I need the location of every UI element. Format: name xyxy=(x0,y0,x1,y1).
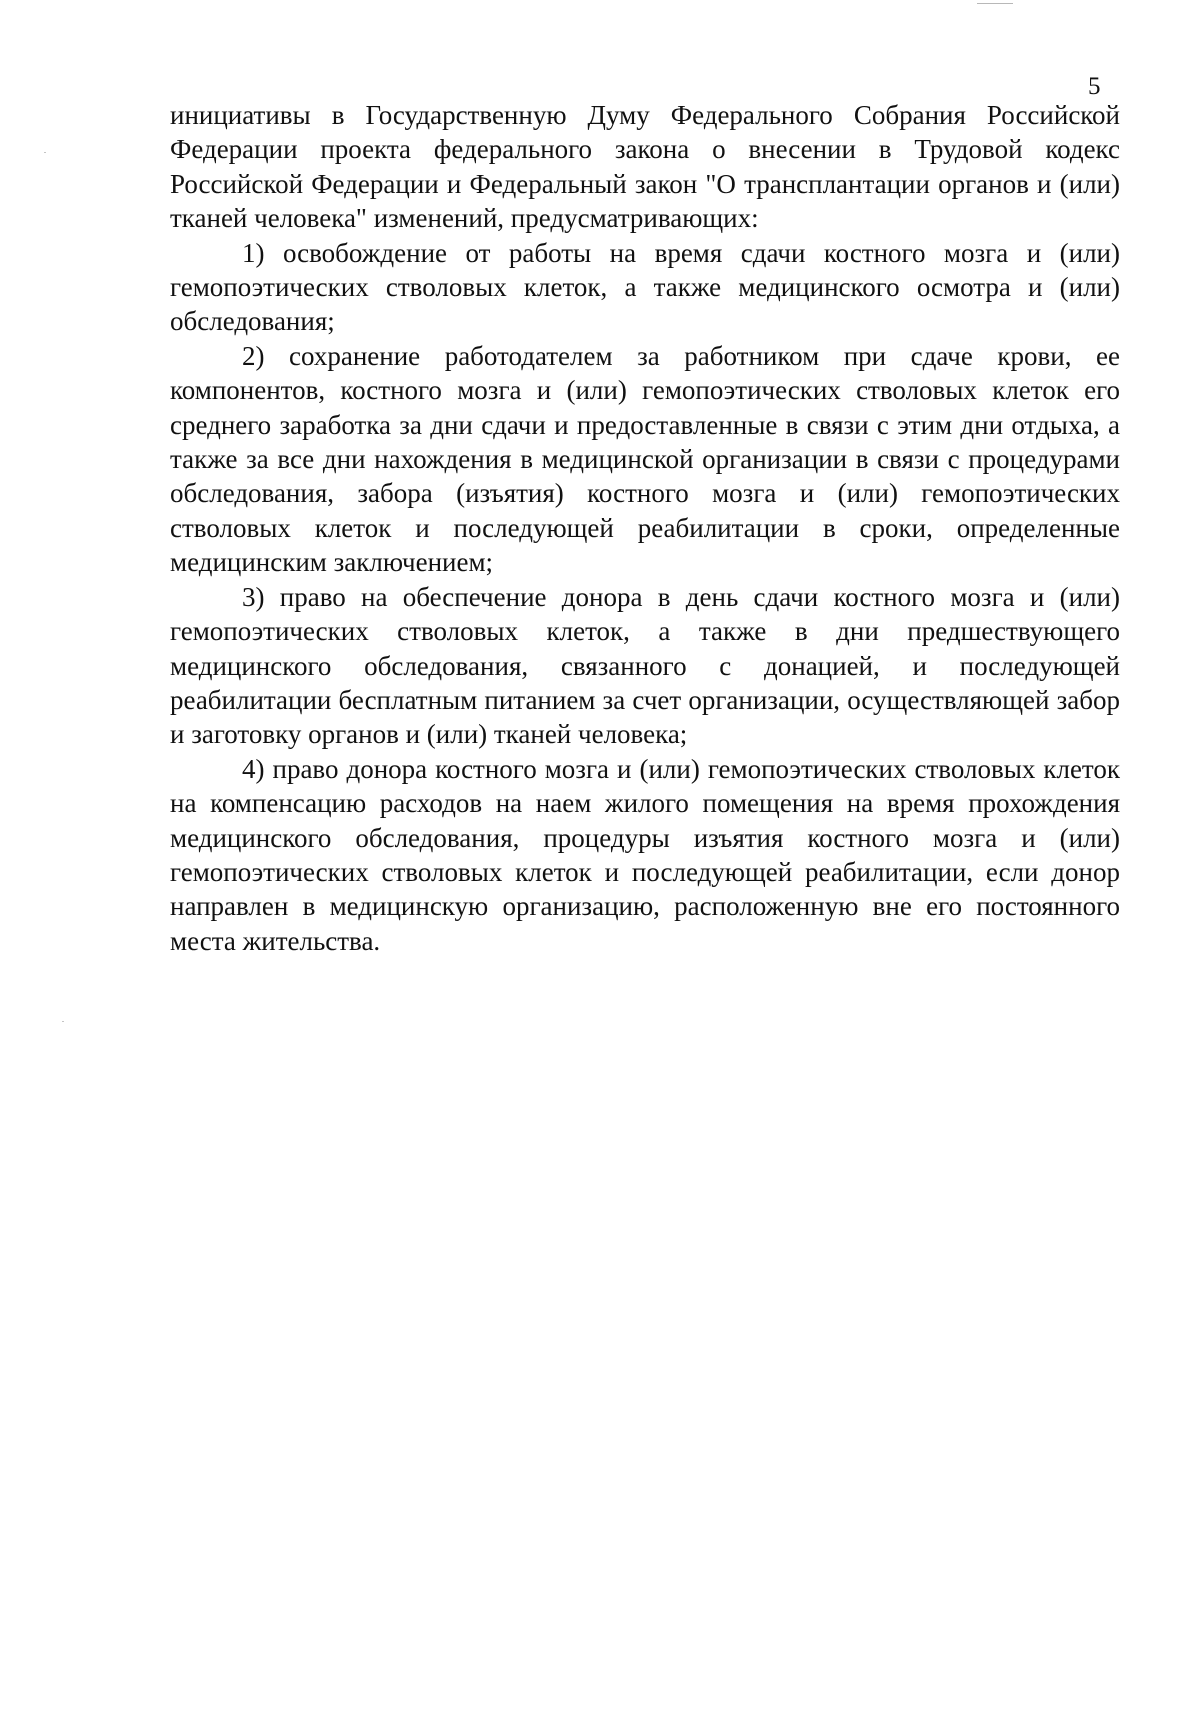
paragraph-intro: инициативы в Государственную Думу Федерального Собрания Российской Федерации проекта федерального закона о внесении в Трудовой кодекс Российской Федерации и Федеральный закон "О трансплантации органов и (или) тканей человека" изменений, предусматривающих: xyxy=(170,100,1120,234)
scan-artifact xyxy=(44,152,46,153)
scan-artifact xyxy=(977,3,1013,4)
scan-artifact xyxy=(62,1021,64,1022)
list-item-3: 3) право на обеспечение донора в день сдачи костного мозга и (или) гемопоэтических стволовых клеток, а также в дни предшествующего медицинского обследования, связанного с донацией, и последующей реабилитации бесплатным питанием за счет организации, осуществляющей забор и заготовку органов и (или) тканей человека; xyxy=(170,581,1120,750)
list-item-4: 4) право донора костного мозга и (или) гемопоэтических стволовых клеток на компенсацию расходов на наем жилого помещения на время прохождения медицинского обследования, процедуры изъятия костного мозга и (или) гемопоэтических стволовых клеток и последующей реабилитации, если донор направлен в медицинскую организацию, расположенную вне его постоянного места жительства. xyxy=(170,753,1120,956)
page-number: 5 xyxy=(1088,73,1101,100)
list-item-1: 1) освобождение от работы на время сдачи костного мозга и (или) гемопоэтических стволовых клеток, а также медицинского осмотра и (или) обследования; xyxy=(170,237,1120,337)
list-item-2: 2) сохранение работодателем за работником при сдаче крови, ее компонентов, костного мозга и (или) гемопоэтических стволовых клеток его среднего заработка за дни сдачи и предоставленные в связи с этим дни отдыха, а также за все дни нахождения в медицинской организации в связи с процедурами обследования, забора (изъятия) костного мозга и (или) гемопоэтических стволовых клеток и последующей реабилитации в сроки, определенные медицинским заключением; xyxy=(170,340,1120,578)
document-body xyxy=(170,98,1120,958)
